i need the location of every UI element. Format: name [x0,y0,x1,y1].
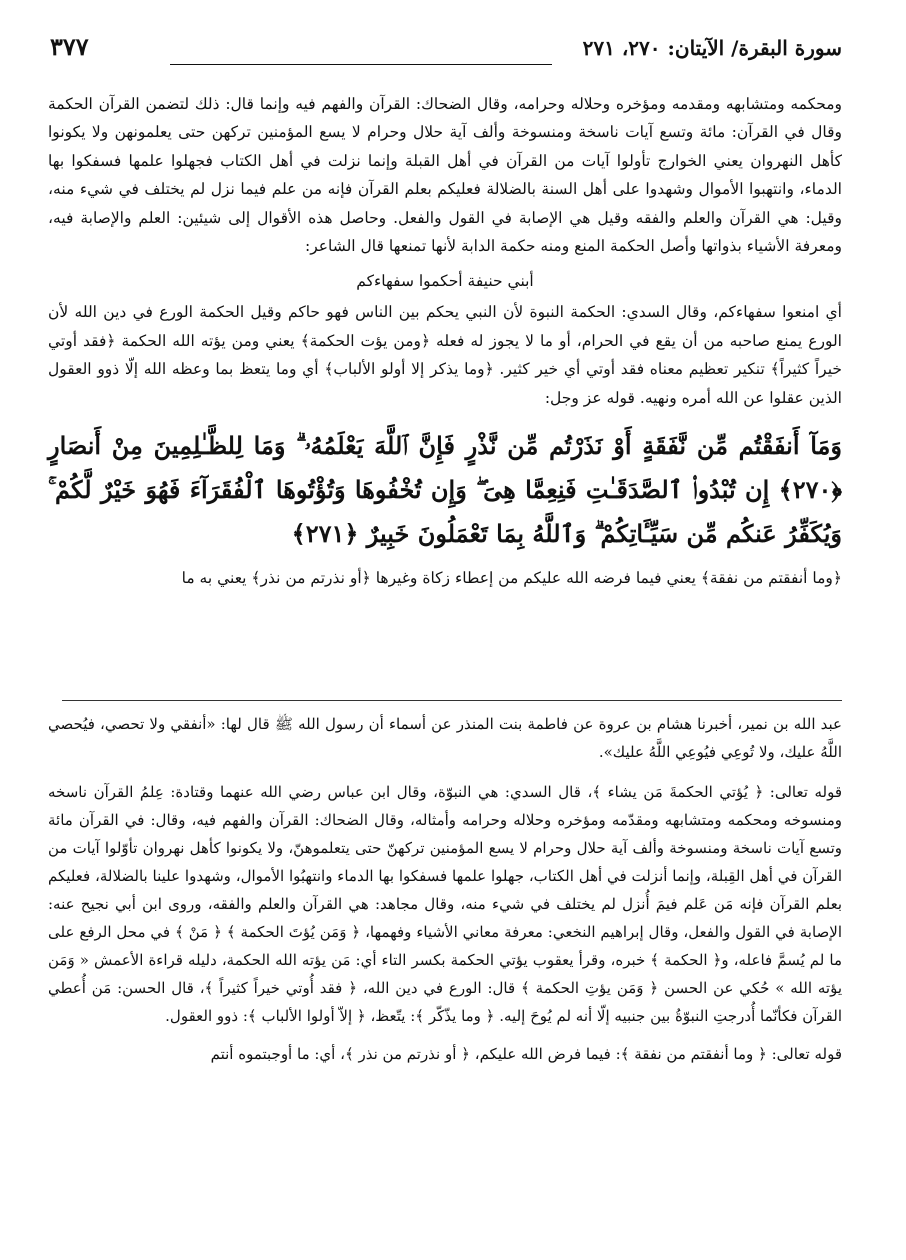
page-header [50,30,842,70]
page-number: ٣٧٧ [50,32,89,61]
commentary-paragraph-1: ومحكمه ومتشابهه ومقدمه ومؤخره وحلاله وحرامه، وقال الضحاك: القرآن والفهم فيه وإنما قال: ذلك لتضمن القرآن الحكمة وقال في القرآن: مائة وتسع آيات ناسخة ومنسوخة وألف آية حلال وحرام لا يسع المؤمنين تركهن حتى يعلمونهن ولا يكونوا كأهل النهروان يعني الخوارج تأولوا آيات من القرآن في أهل القبلة وإنما نزلت في أهل الكتاب فجهلوا علمها فسفكوا بها الدماء، وانتهبوا الأموال وشهدوا على أهل السنة بالضلالة فعليكم بعلم القرآن فإنه من علم فيما نزل لم يختلف في شيء منه، وقيل: هي القرآن والعلم والفقه وقيل هي الإصابة في القول والفعل. وحاصل هذه الأقوال إلى شيئين: العلم والإصابة فيه، ومعرفة الأشياء بذواتها وأصل الحكمة المنع ومنه حكمة الدابة لأنها تمنعها قال الشاعر: [48,95,842,256]
poetry-line: أبني حنيفة أحكموا سفهاءكم [356,272,534,291]
running-title: سورة البقرة/ الآيتان: ٢٧٠، ٢٧١ [582,36,842,60]
header-rule [170,64,552,65]
footnote-tafsir: قوله تعالى: ﴿ يُؤتي الحكمةَ مَن يشاء ﴾، قال السدي: هي النبوّة، وقال ابن عباس رضي الله عنهما وقتادة: عِلمُ القرآن ناسخه ومنسوخه ومحكمه ومتشابهه ومقدّمه ومؤخره وحلاله وحرامه وأمثاله، وقال الضحاك: القرآن والفهم فيه، وقال: في القرآن مائة وتسع آيات ناسخة ومنسوخة وألف آية حلال وحرام لا يسع المؤمنين تركهنّ حتى يتعلموهنّ، ولا يكونوا كأهل نهروان تأوّلوا آيات من القرآن في أهل القِبلة، وإنما أنزلت في أهل الكتاب، جهلوا علمها فسفكوا بها الدماء وانتهبُوا الأموال، وشهدوا علينا بالضلالة، فعليكم بعلم القرآن فإنه مَن عَلم فيمَ أُنزل لم يختلف في شيء منه، وقال مجاهد: هي القرآن والعلم والفقه، وروى ابن أبي نجيح عنه: الإصابة في القول والفعل، وقال إبراهيم النخعي: معرفة معاني الأشياء وفهمها، ﴿ وَمَن يُؤتَ الحكمة ﴾ ﴿ مَنْ ﴾ في محل الرفع على ما لم يُسمَّ فاعله، و﴿ الحكمة ﴾ خبره، وقرأ يعقوب يؤتي الحكمة بكسر التاء أي: مَن يؤته الله الحكمة، دليله قراءة الأعمش « وَمَن يؤته الله » حُكي عن الحسن ﴿ وَمَن يؤتِ الحكمة ﴾ قال: الورع في دين الله، ﴿ فقد أُوتي خيراً كثيراً ﴾، قال الحسن: مَن أُعطي القرآن فكأنّما أُدرجتِ النبوّةُ بين جنبيه إلّا أنه لم يُوحَ إليه. ﴿ وما يذّكّر ﴾: يتّعظ، ﴿ إلاّ أولوا الألباب ﴾: ذوو العقول. [48,783,842,1025]
footnote-hadith: عبد الله بن نمير، أخبرنا هشام بن عروة عن فاطمة بنت المنذر عن أسماء أن رسول الله ﷺ قال لها: «أنفقي ولا تحصي، فيُحصي اللَّهُ عليك، ولا تُوعِي فيُوعِي اللَّهُ عليك». [48,715,842,761]
quran-verses: وَمَآ أَنفَقْتُم مِّن نَّفَقَةٍ أَوْ نَذَرْتُم مِّن نَّذْرٍ فَإِنَّ ٱللَّهَ يَعْلَمُهُۥ ۗ وَمَا لِلظَّـٰلِمِينَ مِنْ أَنصَارٍ ﴿٢٧٠﴾ إِن تُبْدُوا۟ ٱلصَّدَقَـٰتِ فَنِعِمَّا هِىَ ۖ وَإِن تُخْفُوهَا وَتُؤْتُوهَا ٱلْفُقَرَآءَ فَهُوَ خَيْرٌ لَّكُمْ ۚ وَيُكَفِّرُ عَنكُم مِّن سَيِّـَٔاتِكُمْ ۗ وَٱللَّهُ بِمَا تَعْمَلُونَ خَبِيرٌ ﴿٢٧١﴾ [48,431,842,549]
footnote-continuation: قوله تعالى: ﴿ وما أنفقتم من نفقة ﴾: فيما فرض الله عليكم، ﴿ أو نذرتم من نذر ﴾، أي: ما أوجبتموه أنتم [210,1045,842,1063]
commentary-paragraph-3: ﴿وما أنفقتم من نفقة﴾ يعني فيما فرضه الله عليكم من إعطاء زكاة وغيرها ﴿أو نذرتم من نذر﴾ يعني به ما [181,569,842,588]
footnote-divider [62,700,842,701]
main-text [48,90,842,592]
commentary-paragraph-2: أي امنعوا سفهاءكم، وقال السدي: الحكمة النبوة لأن النبي يحكم بين الناس فهو حاكم وقيل الحكمة الورع في دين الله لأن الورع يمنع صاحبه من أن يقع في الحرام، أو ما لا يجوز له فعله ﴿ومن يؤت الحكمة﴾ يعني ومن يؤته الله الحكمة ﴿فقد أوتي خيراً كثيراً﴾ تنكير تعظيم معناه فقد أوتي أي خير كثير. ﴿وما يذكر إلا أولو الألباب﴾ أي وما يتعظ بما وعظه الله إلّا ذوو العقول الذين عقلوا عن الله أمره ونهيه. قوله عز وجل: [48,303,842,407]
footnotes-section [48,710,842,1080]
